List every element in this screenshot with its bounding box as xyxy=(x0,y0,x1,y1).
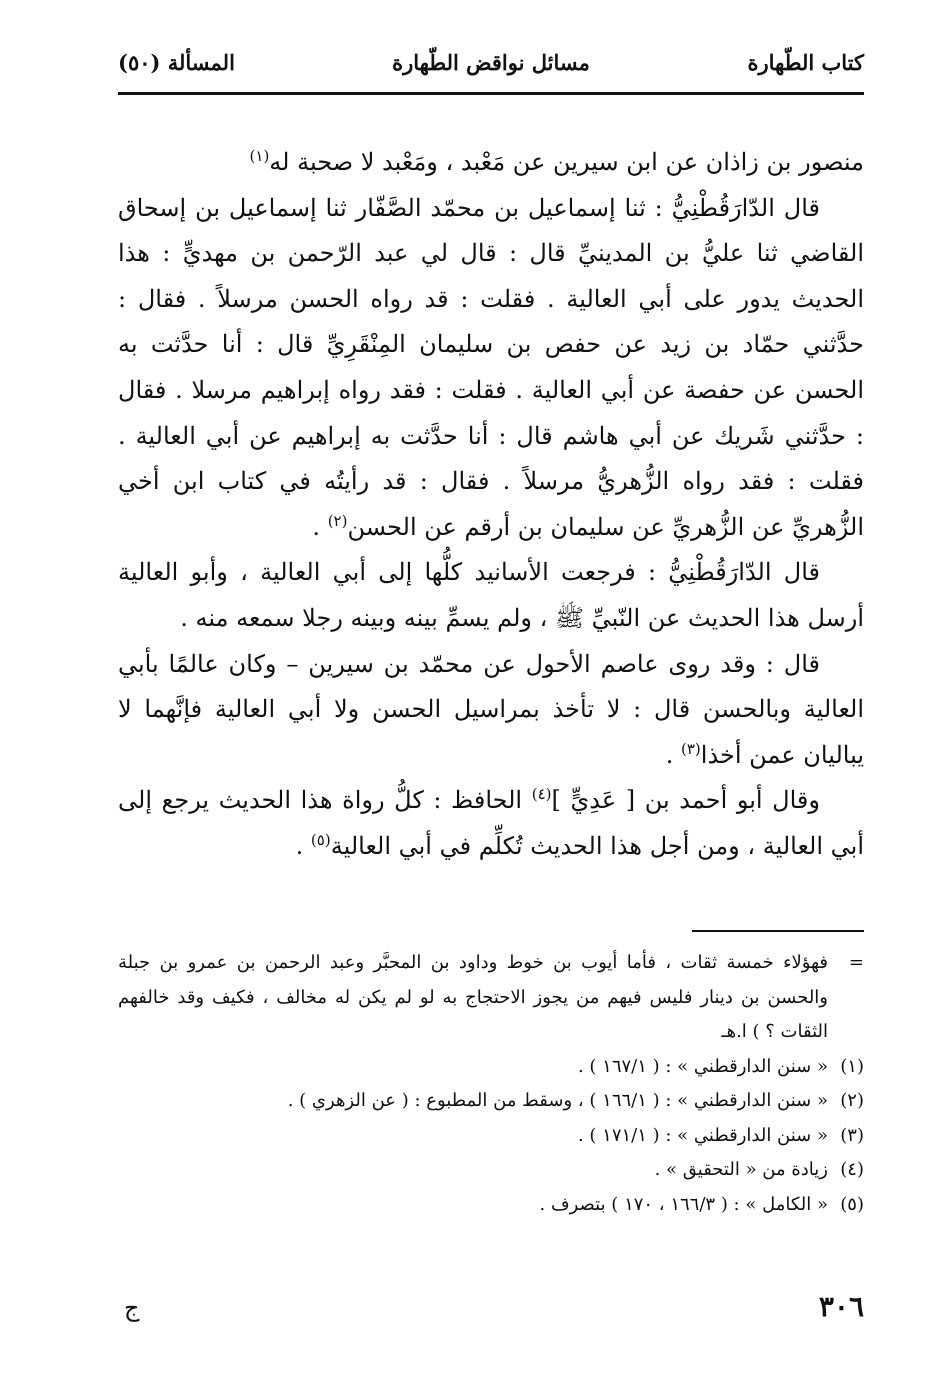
footnote-ref-5: (٥) xyxy=(310,830,331,849)
page-footer xyxy=(118,1290,864,1330)
footnote-4: (٤) زيادة من « التحقيق » . xyxy=(654,1159,864,1180)
paragraph-4: قال : وقد روى عاصم الأحول عن محمّد بن سيرين – وكان عالمًا بأبي العالية وبالحسن قال : لا تأخذ بمراسيل الحسن ولا أبي العالية فإنَّهما لا يباليان عمن أخذا$^{(٣)}$ . xyxy=(118,649,864,769)
paragraph-2: قال الدّارَقُطْنِيُّ : ثنا إسماعيل بن محمّد الصَّفّار ثنا إسماعيل بن إسحاق القاضي ثنا عليُّ بن المدينيِّ قال : قال لي عبد الرّحمن بن مهديٍّ : هذا الحديث يدور على أبي العالية . فقلت : قد رواه الحسن مرسلاً . فقال : حدَّثني حمّاد بن زيد عن حفص بن سليمان المِنْقَرِيِّ قال : أنا حدَّثت به الحسن عن حفصة عن أبي العالية . فقلت : فقد رواه إبراهيم مرسلا . فقال : حدَّثني شَريك عن أبي هاشم قال : أنا حدَّثت به إبراهيم عن أبي العالية . فقلت : فقد رواه الزُّهريُّ مرسلاً . فقال : قد رأيتُه في كتاب ابن أخي الزُّهريِّ عن الزُّهريِّ عن سليمان بن أرقم عن الحسن$^{(٢)}$ . xyxy=(118,193,864,541)
issue-number: المسألة (٥٠) xyxy=(118,50,235,75)
main-text xyxy=(118,140,864,870)
paragraph-1: منصور بن زاذان عن ابن سيرين عن مَعْبد ، ومَعْبد لا صحبة له$^{(١)}$ xyxy=(249,147,864,176)
footnote-2: (٢) « سنن الدارقطني » : ( ١٦٦/١ ) ، وسقط من المطبوع : ( عن الزهري ) . xyxy=(287,1090,864,1111)
book-title: كتاب الطّهارة xyxy=(747,50,864,75)
footnote-3: (٣) « سنن الدارقطني » : ( ١٧١/١ ) . xyxy=(577,1124,864,1146)
footnote-1: (١) « سنن الدارقطني » : ( ١٦٧/١ ) . xyxy=(577,1055,864,1077)
footnote-rule xyxy=(692,930,864,932)
header-rule xyxy=(118,92,864,95)
paragraph-5: وقال أبو أحمد بن [ عَدِيٍّ ]$^{(٤)}$ الحافظ : كلُّ رواة هذا الحديث يرجع إلى أبي العالية ، ومن أجل هذا الحديث تُكلِّم في أبي العالية$^{(٥)}$ . xyxy=(118,785,864,860)
footnotes xyxy=(118,946,864,1222)
footnote-5: (٥) « الكامل » : ( ١٦٦/٣ ، ١٧٠ ) بتصرف . xyxy=(539,1193,864,1215)
chapter-title: مسائل نواقض الطّهارة xyxy=(392,50,590,75)
footnote-continuation: = فهؤلاء خمسة ثقات ، فأما أيوب بن خوط وداود بن المحبَّر وعبد الرحمن بن عمرو بن جبلة والحسن بن دينار فليس فيهم من يجوز الاحتجاج به لو لم يكن له مخالف ، فكيف وقد خالفهم الثقات ؟ ) ا.هـ xyxy=(118,946,864,1050)
footnote-ref-3: (٣) xyxy=(681,739,701,758)
page-number: ٣٠٦ xyxy=(818,1290,864,1323)
running-header xyxy=(118,44,864,90)
footnote-ref-4: (٤) xyxy=(531,785,552,804)
signature-mark: ج xyxy=(124,1294,140,1322)
footnote-ref-2: (٢) xyxy=(327,511,348,530)
continuation-mark: = xyxy=(848,952,864,973)
paragraph-3: قال الدّارَقُطْنِيُّ : فرجعت الأسانيد كلُّها إلى أبي العالية ، وأبو العالية أرسل هذا الحديث عن النّبيِّ ﷺ ، ولم يسمِّ بينه وبينه رجلا سمعه منه . xyxy=(118,558,864,632)
footnote-ref-1: (١) xyxy=(249,147,270,165)
